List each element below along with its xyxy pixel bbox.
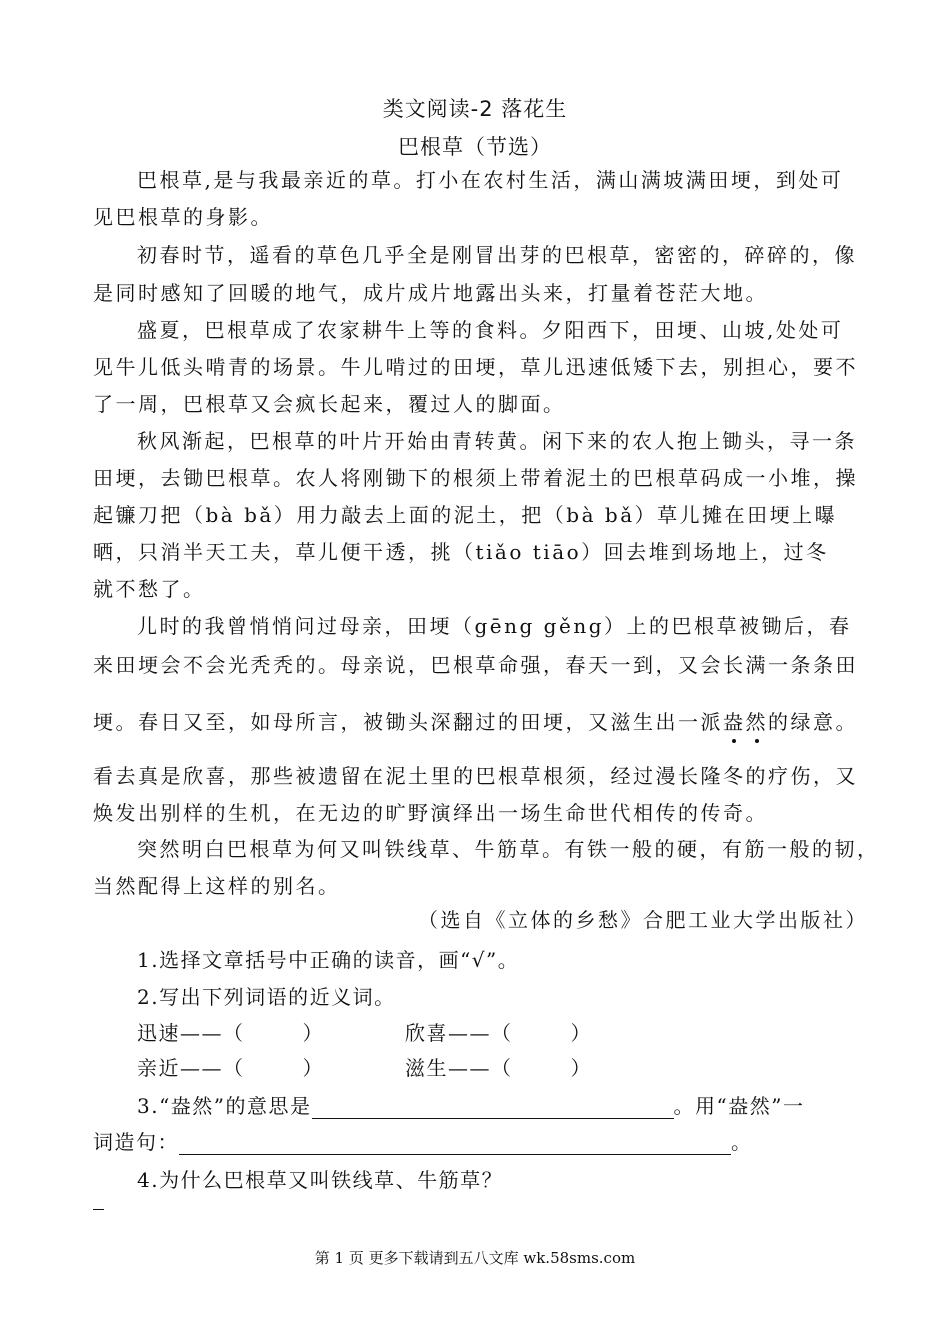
sentence-answer-line[interactable] [179, 1132, 731, 1155]
paragraph-line: 见巴根草的身影。 [93, 205, 273, 229]
paragraph-text: 的绿意。 [768, 710, 858, 734]
paragraph-line: 秋风渐起，巴根草的叶片开始由青转黄。闲下来的农人抱上锄头，寻一条 [137, 429, 857, 453]
paragraph-line: 当然配得上这样的别名。 [93, 874, 341, 898]
emphasis-char: 然 [745, 710, 768, 734]
emphasis-char: 盎 [723, 710, 746, 734]
meaning-answer-line[interactable] [312, 1096, 674, 1119]
question-3-continued: 词造句： 。 [93, 1130, 753, 1154]
synonym-item: 欣喜——（ ） [405, 1021, 592, 1045]
synonym-item: 亲近——（ ） [137, 1056, 324, 1080]
paragraph-line: 初春时节，遥看的草色几乎全是刚冒出芽的巴根草，密密的，碎碎的，像 [137, 243, 857, 267]
synonym-word: 迅速——（ [137, 1021, 245, 1045]
page-footer: 第 1 页 更多下载请到五八文库 wk.58sms.com [314, 1249, 636, 1267]
article-title: 巴根草（节选） [398, 135, 552, 159]
paragraph-line: 盛夏，巴根草成了农家耕牛上等的食料。夕阳西下，田埂、山坡,处处可 [137, 318, 844, 342]
paragraph-line [93, 708, 858, 736]
question-1: 1.选择文章括号中正确的读音，画“√”。 [137, 948, 520, 972]
paragraph-line: 见牛儿低头啃青的场景。牛儿啃过的田埂，草儿迅速低矮下去，别担心，要不 [93, 355, 858, 379]
paragraph-line: 巴根草,是与我最亲近的草。打小在农村生活，满山满坡满田埂，到处可 [137, 168, 844, 192]
source-citation: （选自《立体的乡愁》合肥工业大学出版社） [418, 908, 868, 932]
synonym-word: 亲近——（ [137, 1056, 245, 1080]
paragraph-line: 看去真是欣喜，那些被遗留在泥土里的巴根草根须，经过漫长隆冬的疗伤，又 [93, 764, 858, 788]
paragraph-line: 儿时的我曾悄悄问过母亲，田埂（gēng gěng）上的巴根草被锄后，春 [137, 614, 852, 638]
paragraph-line: 是同时感知了回暖的地气，成片成片地露出头来，打量着苍茫大地。 [93, 281, 768, 305]
synonym-word: 欣喜——（ [405, 1021, 513, 1045]
question-3: 3.“盎然”的意思是 。用“盎然”一 [137, 1094, 805, 1118]
emphasized-word-panran [723, 710, 768, 734]
paragraph-line: 突然明白巴根草为何又叫铁线草、牛筋草。有铁一般的硬，有筋一般的韧， [137, 837, 880, 861]
page-title: 类文阅读-2 落花生 [382, 97, 568, 121]
answer-line-start[interactable] [93, 1209, 104, 1210]
paragraph-line: 就不愁了。 [93, 577, 206, 601]
paragraph-line: 田埂，去锄巴根草。农人将刚锄下的根须上带着泥土的巴根草码成一小堆，操 [93, 466, 858, 490]
paragraph-line: 了一周，巴根草又会疯长起来，覆过人的脚面。 [93, 392, 566, 416]
paragraph-line: 起镰刀把（bà bǎ）用力敲去上面的泥土，把（bà bǎ）草儿摊在田埂上曝 [93, 503, 838, 527]
synonym-word: 滋生——（ [405, 1056, 513, 1080]
question-2: 2.写出下列词语的近义词。 [137, 985, 396, 1009]
paragraph-line: 晒，只消半天工夫，草儿便干透，挑（tiǎo tiāo）回去堆到场地上，过冬 [93, 540, 829, 564]
paragraph-text: 埂。春日又至，如母所言，被锄头深翻过的田埂，又滋生出一派 [93, 710, 723, 734]
question-4: 4.为什么巴根草又叫铁线草、牛筋草？ [137, 1168, 504, 1192]
paragraph-line: 焕发出别样的生机，在无边的旷野演绎出一场生命世代相传的传奇。 [93, 801, 768, 825]
synonym-item: 滋生——（ ） [405, 1056, 592, 1080]
synonym-item: 迅速——（ ） [137, 1021, 324, 1045]
paragraph-line: 来田埂会不会光秃秃的。母亲说，巴根草命强，春天一到，又会长满一条条田 [93, 653, 858, 677]
